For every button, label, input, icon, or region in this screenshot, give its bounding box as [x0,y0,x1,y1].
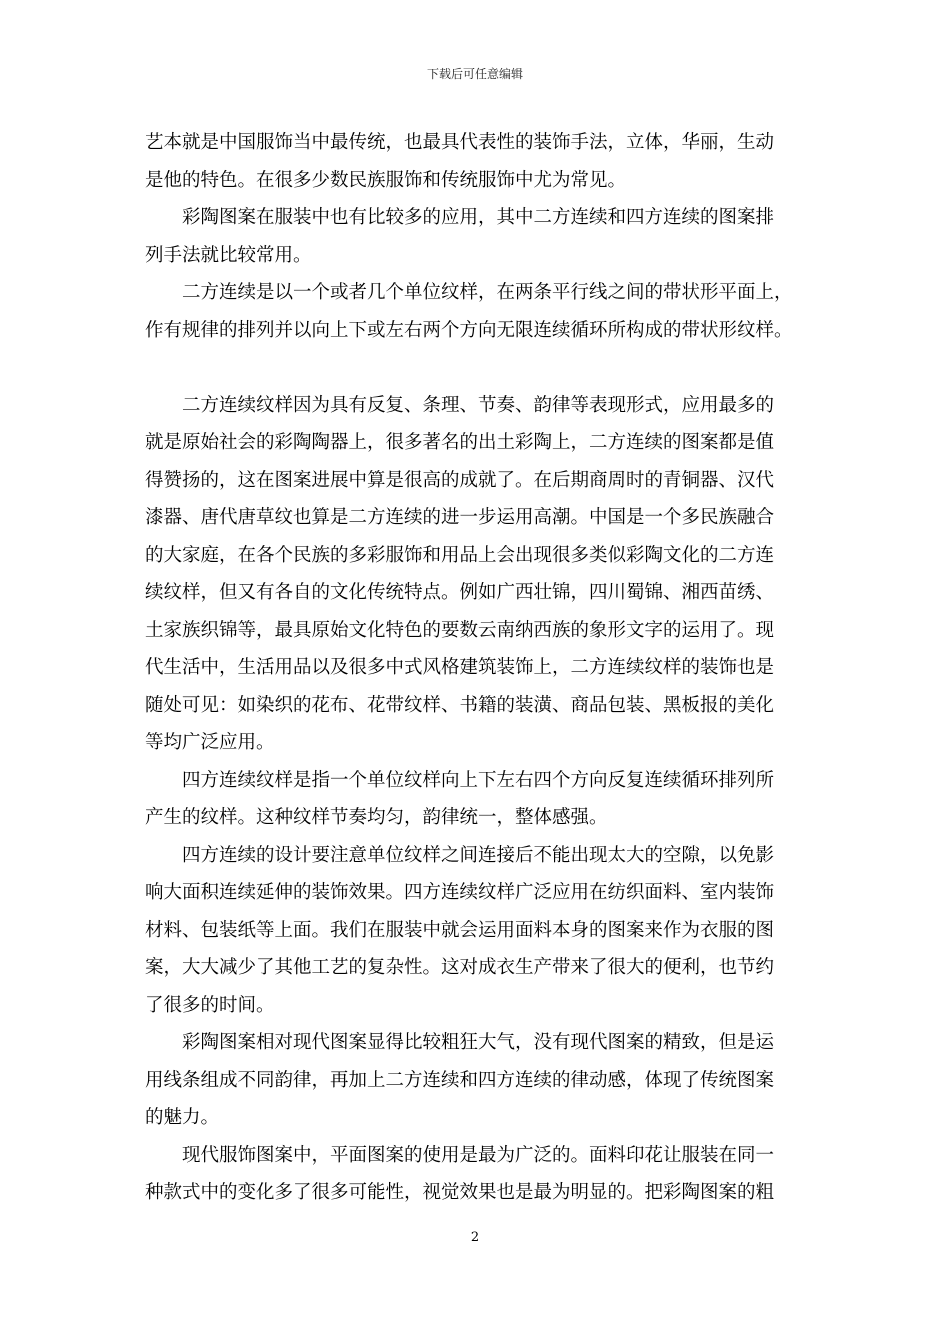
text-line: 彩陶图案相对现代图案显得比较粗狂大气，没有现代图案的精致，但是运 [145,1032,775,1053]
text-line: 就是原始社会的彩陶陶器上，很多著名的出土彩陶上，二方连续的图案都是值 [145,432,775,453]
paragraph-2 [145,199,810,274]
paragraph-1 [145,124,810,199]
text-line: 列手法就比较常用。 [145,244,312,266]
text-line: 随处可见：如染织的花布、花带纹样、书籍的装潢、商品包装、黑板报的美化 [145,694,775,716]
text-line: 案，大大减少了其他工艺的复杂性。这对成衣生产带来了很大的便利，也节约 [145,957,775,978]
paragraph-7 [145,1024,810,1137]
paragraph-4 [145,387,810,762]
text-line: 彩陶图案在服装中也有比较多的应用，其中二方连续和四方连续的图案排 [145,207,775,228]
text-line: 的大家庭，在各个民族的多彩服饰和用品上会出现很多类似彩陶文化的二方连 [145,544,775,566]
text-line: 得赞扬的，这在图案进展中算是很高的成就了。在后期商周时的青铜器、汉代 [145,469,775,491]
paragraph-8 [145,1137,810,1212]
text-line: 的魅力。 [145,1107,220,1128]
text-line: 了很多的时间。 [145,994,275,1016]
text-line: 四方连续的设计要注意单位纹样之间连接后不能出现太大的空隙，以免影 [145,844,775,866]
page-number: 2 [470,1230,480,1245]
paragraph-5 [145,762,810,837]
paragraph-spacer [145,349,810,387]
page-header: 下载后可任意编辑 [426,67,523,81]
document-body [145,124,810,1212]
text-line: 等均广泛应用。 [145,732,275,753]
text-line: 二方连续是以一个或者几个单位纹样，在两条平行线之间的带状形平面上， [145,282,793,303]
text-line: 响大面积连续延伸的装饰效果。四方连续纹样广泛应用在纺织面料、室内装饰 [145,882,775,903]
text-line: 艺本就是中国服饰当中最传统，也最具代表性的装饰手法，立体，华丽，生动 [145,132,775,153]
text-line: 作有规律的排列并以向上下或左右两个方向无限连续循环所构成的带状形纹样。 [145,319,793,341]
text-line: 续纹样，但又有各自的文化传统特点。例如广西壮锦，四川蜀锦、湘西苗绣、 [145,582,775,603]
text-line: 二方连续纹样因为具有反复、条理、节奏、韵律等表现形式，应用最多的 [145,394,775,416]
text-line: 代生活中，生活用品以及很多中式风格建筑装饰上，二方连续纹样的装饰也是 [145,657,775,678]
text-line: 漆器、唐代唐草纹也算是二方连续的进一步运用高潮。中国是一个多民族融合 [145,507,775,528]
text-line: 材料、包装纸等上面。我们在服装中就会运用面料本身的图案来作为衣服的图 [145,919,775,941]
text-line: 四方连续纹样是指一个单位纹样向上下左右四个方向反复连续循环排列所 [145,769,775,791]
paragraph-6 [145,837,810,1025]
paragraph-3 [145,274,810,349]
text-line: 用线条组成不同韵律，再加上二方连续和四方连续的律动感，体现了传统图案 [145,1069,775,1091]
text-line: 是他的特色。在很多少数民族服饰和传统服饰中尤为常见。 [145,169,627,191]
text-line: 土家族织锦等，最具原始文化特色的要数云南纳西族的象形文字的运用了。现 [145,619,775,641]
text-line: 种款式中的变化多了很多可能性，视觉效果也是最为明显的。把彩陶图案的粗 [145,1182,775,1203]
text-line: 产生的纹样。这种纹样节奏均匀，韵律统一，整体感强。 [145,807,608,828]
text-line: 现代服饰图案中，平面图案的使用是最为广泛的。面料印花让服装在同一 [145,1144,775,1166]
